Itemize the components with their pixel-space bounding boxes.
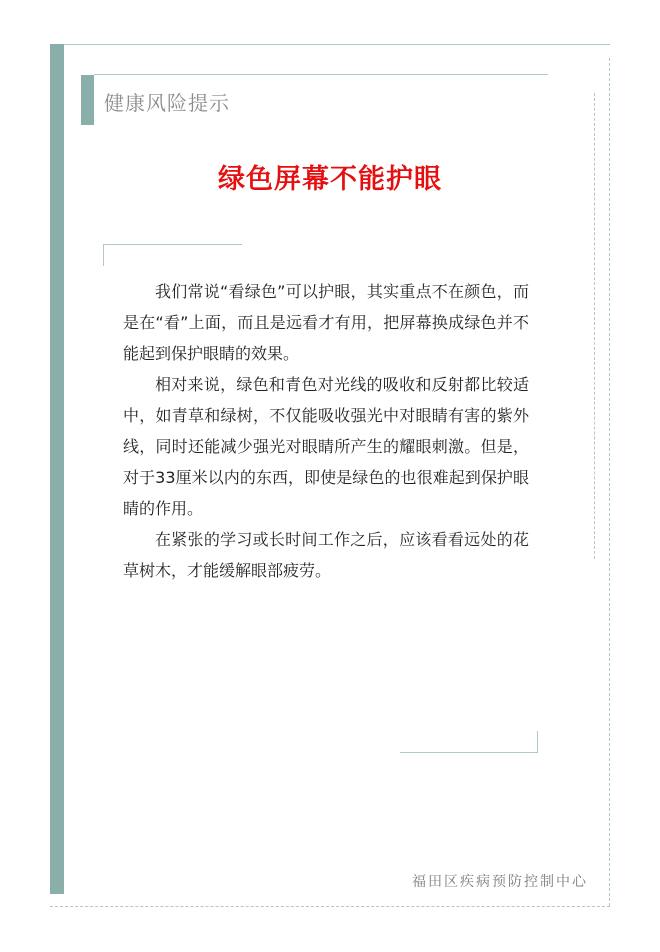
corner-bracket-bottom-right-vertical: [537, 731, 538, 752]
top-border-line: [64, 44, 610, 45]
section-tag-line: [94, 74, 548, 75]
footer-organization: 福田区疾病预防控制中心: [412, 874, 588, 890]
article-body: [123, 276, 529, 586]
corner-bracket-top-left: [103, 244, 242, 245]
section-tag-accent: [81, 75, 94, 125]
article-paragraph: 在紧张的学习或长时间工作之后，应该看看远处的花草树木，才能缓解眼部疲劳。: [123, 530, 529, 580]
corner-bracket-top-left-vertical: [103, 244, 104, 266]
bottom-dashed-border: [50, 906, 610, 907]
page-title: 绿色屏幕不能护眼: [218, 164, 442, 195]
section-tag: 健康风险提示: [104, 91, 230, 115]
article-paragraph: 相对来说，绿色和青色对光线的吸收和反射都比较适中，如青草和绿树，不仅能吸收强光中对眼睛有害的紫外线，同时还能减少强光对眼睛所产生的耀眼刺激。但是，对于33厘米以内的东西，即使是绿色的也很难起到保护眼睛的作用。: [123, 375, 529, 518]
corner-bracket-bottom-right: [400, 752, 538, 753]
article-paragraph: 我们常说“看绿色”可以护眼，其实重点不在颜色，而是在“看”上面，而且是远看才有用，把屏幕换成绿色并不能起到保护眼睛的效果。: [123, 282, 529, 363]
